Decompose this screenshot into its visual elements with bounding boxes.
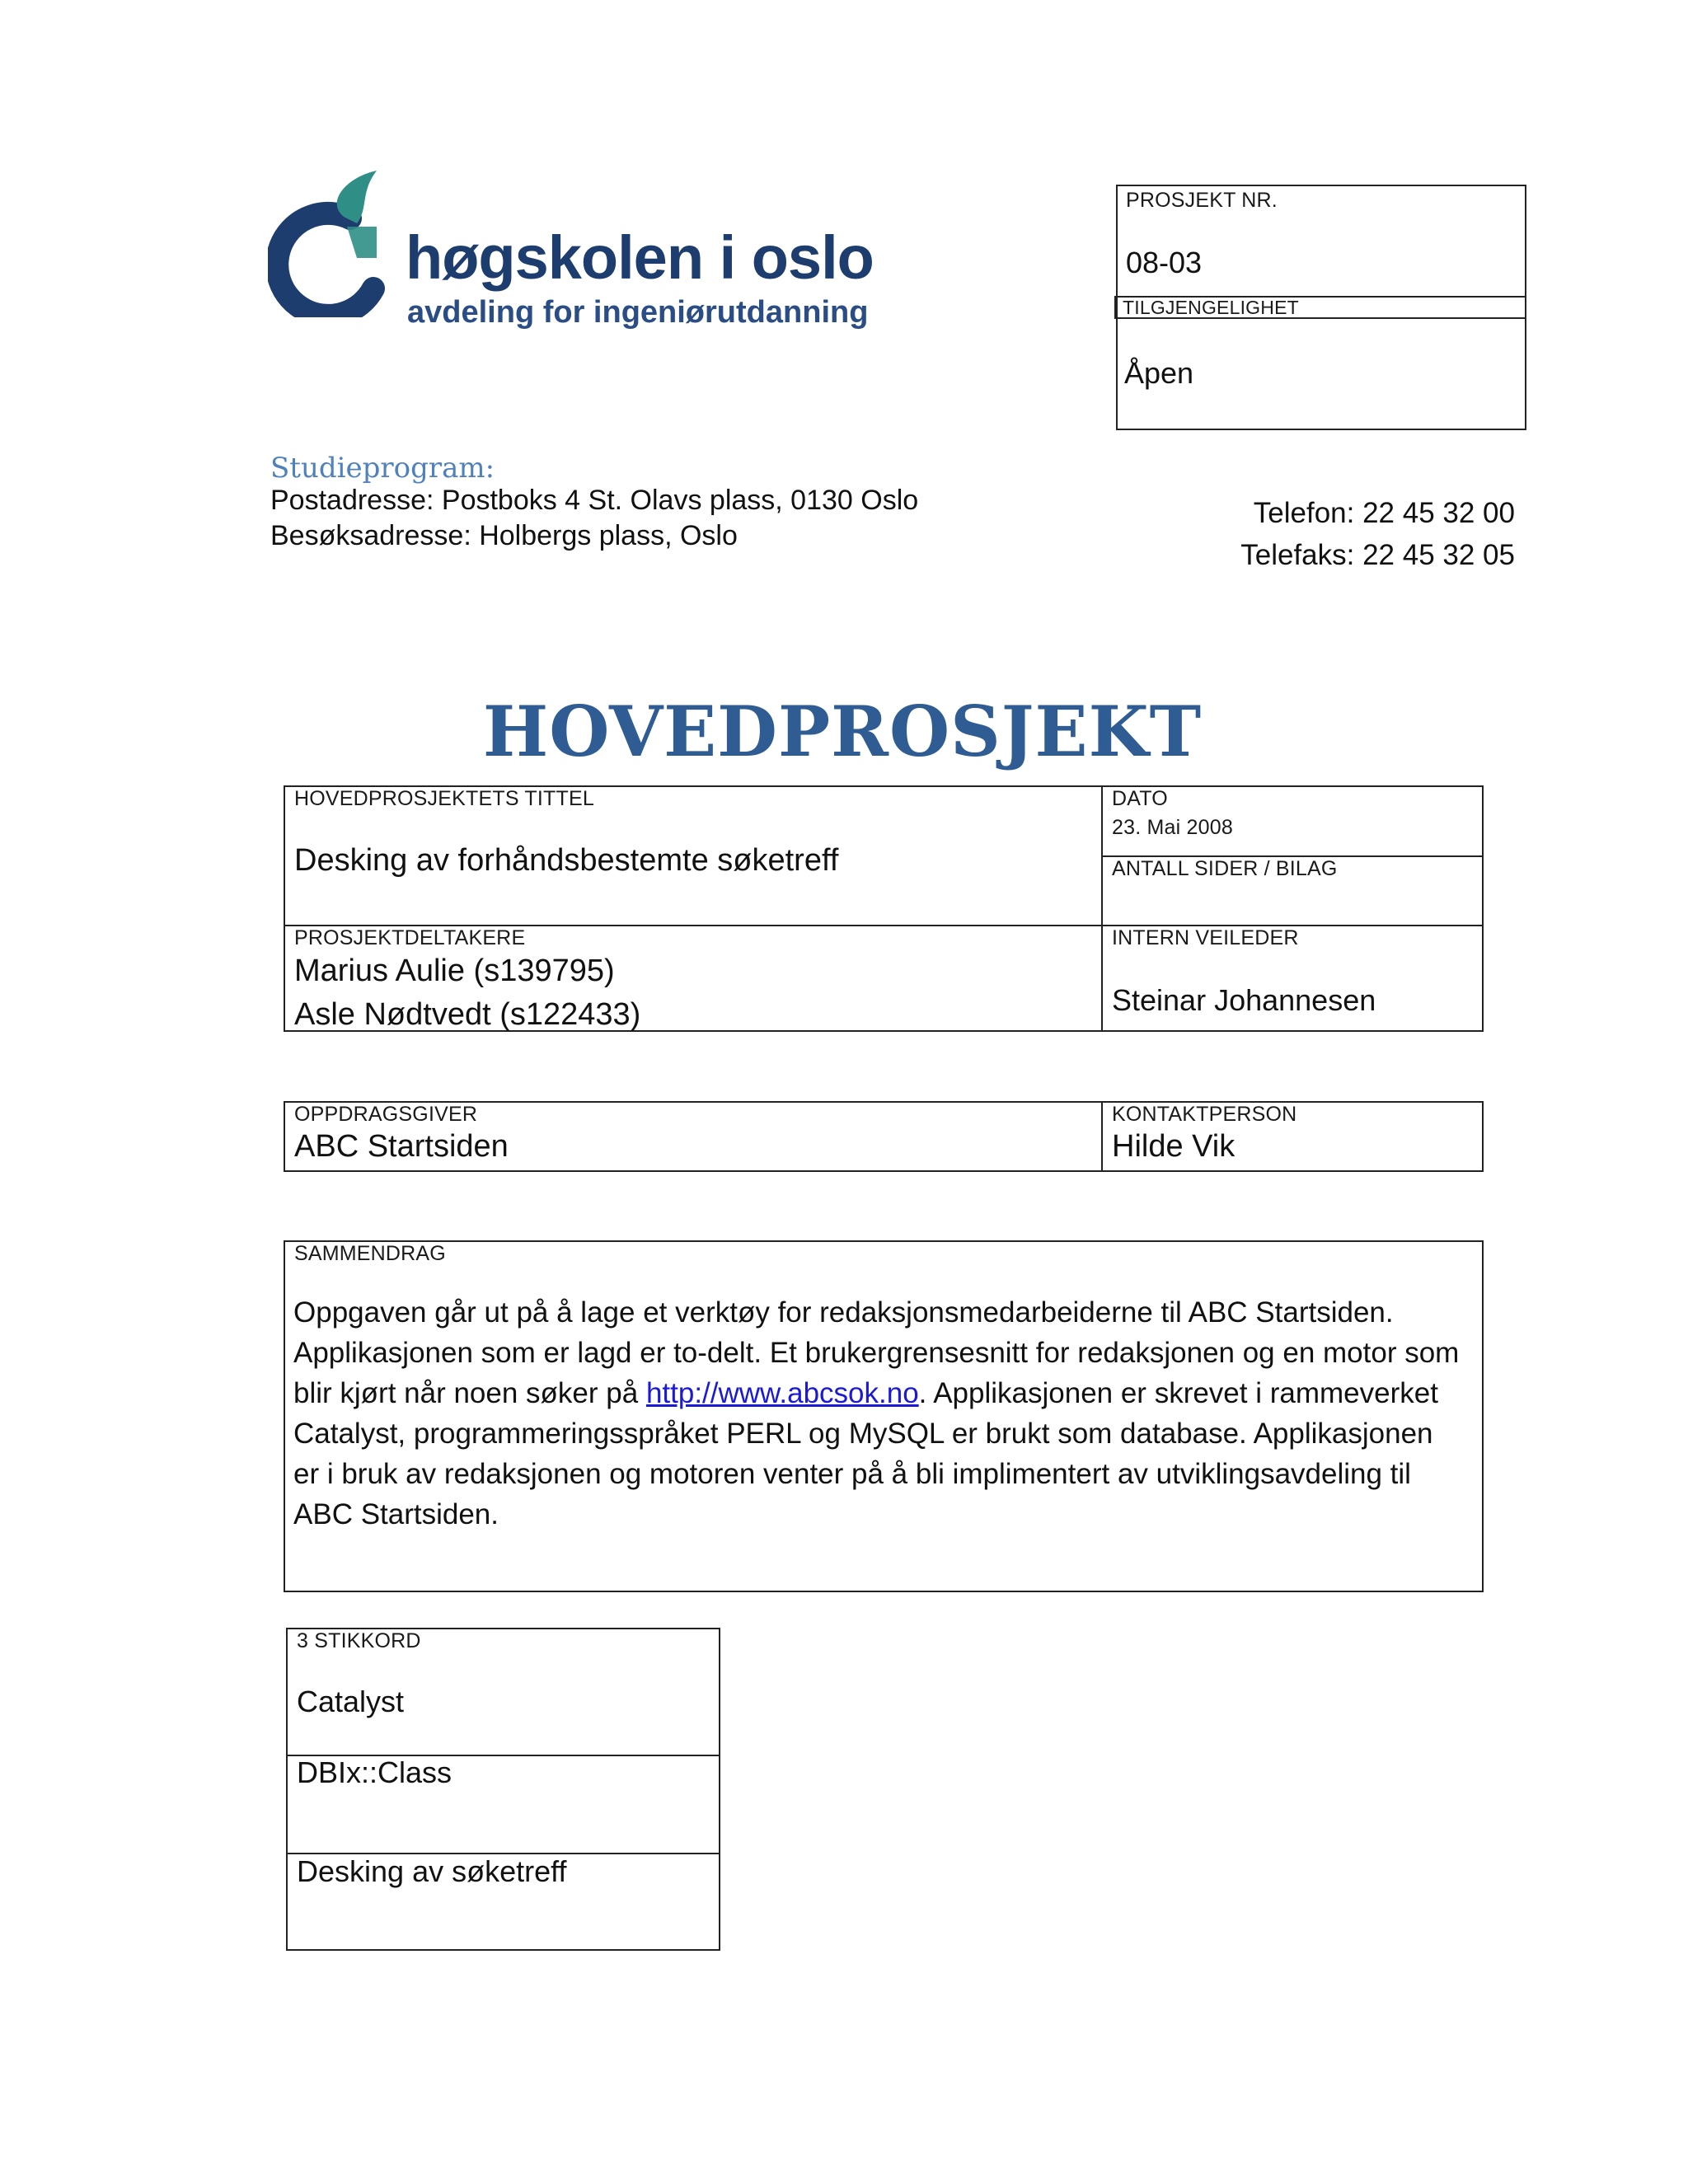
fax-number: Telefaks: 22 45 32 05 bbox=[1240, 539, 1515, 571]
availability-label: TILGJENGELIGHET bbox=[1123, 298, 1299, 316]
visit-address: Besøksadresse: Holbergs plass, Oslo bbox=[270, 520, 738, 551]
logo-subtitle: avdeling for ingeniørutdanning bbox=[407, 295, 869, 330]
keyword-2: DBIx::Class bbox=[297, 1755, 452, 1789]
contact-person-label: KONTAKTPERSON bbox=[1112, 1103, 1297, 1126]
project-table-divider bbox=[1101, 785, 1103, 1032]
keyword-1: Catalyst bbox=[297, 1685, 405, 1718]
project-number-value: 08-03 bbox=[1126, 246, 1203, 279]
client-label: OPPDRAGSGIVER bbox=[294, 1103, 478, 1126]
keyword-3: Desking av søketreff bbox=[297, 1854, 567, 1888]
summary-label: SAMMENDRAG bbox=[294, 1242, 446, 1265]
participant-1: Marius Aulie (s139795) bbox=[294, 954, 615, 988]
participants-label: PROSJEKTDELTAKERE bbox=[294, 926, 526, 949]
summary-text-after: . Applikasjonen er skrevet i rammeverket Catalyst, programmeringsspråket PERL og MySQL er brukt som database. Applikasjonen er i bruk av redaksjonen og motoren venter på å bli implimentert av utviklingsavdeling til ABC Startsiden. bbox=[293, 1377, 1438, 1530]
availability-value: Åpen bbox=[1124, 356, 1194, 390]
supervisor-label: INTERN VEILEDER bbox=[1112, 926, 1299, 949]
logo-title: høgskolen i oslo bbox=[406, 223, 874, 292]
project-title-label: HOVEDPROSJEKTETS TITTEL bbox=[294, 787, 594, 810]
contact-person-value: Hilde Vik bbox=[1112, 1129, 1236, 1164]
project-number-label: PROSJEKT NR. bbox=[1126, 189, 1278, 212]
abcsok-link[interactable]: http://www.abcsok.no bbox=[645, 1377, 919, 1409]
keywords-label: 3 STIKKORD bbox=[297, 1629, 421, 1652]
client-table-divider bbox=[1101, 1101, 1103, 1172]
date-label: DATO bbox=[1112, 787, 1168, 810]
participant-2: Asle Nødtvedt (s122433) bbox=[294, 997, 641, 1032]
summary-text bbox=[293, 1292, 1464, 1535]
date-value: 23. Mai 2008 bbox=[1112, 816, 1233, 839]
school-logo-mark bbox=[268, 169, 392, 317]
page-title-text: HOVEDPROSJEKT bbox=[482, 691, 1203, 772]
page-title bbox=[0, 691, 1688, 772]
postal-address: Postadresse: Postboks 4 St. Olavs plass, 0130 Oslo bbox=[270, 485, 919, 516]
supervisor-value: Steinar Johannesen bbox=[1112, 983, 1376, 1017]
study-program-label: Studieprogram: bbox=[270, 452, 495, 485]
client-value: ABC Startsiden bbox=[294, 1129, 509, 1164]
pages-label: ANTALL SIDER / BILAG bbox=[1112, 857, 1338, 880]
phone-number: Telefon: 22 45 32 00 bbox=[1253, 497, 1515, 529]
project-title-value: Desking av forhåndsbestemte søketreff bbox=[294, 843, 839, 878]
summary-text-before: Oppgaven går ut på å lage et verktøy for redaksjonsmedarbeiderne til ABC Startsiden. Applikasjonen som er lagd er to-delt. Et brukergrensesnitt for redaksjonen og en motor som blir kjørt når noen søker på bbox=[293, 1296, 1460, 1409]
